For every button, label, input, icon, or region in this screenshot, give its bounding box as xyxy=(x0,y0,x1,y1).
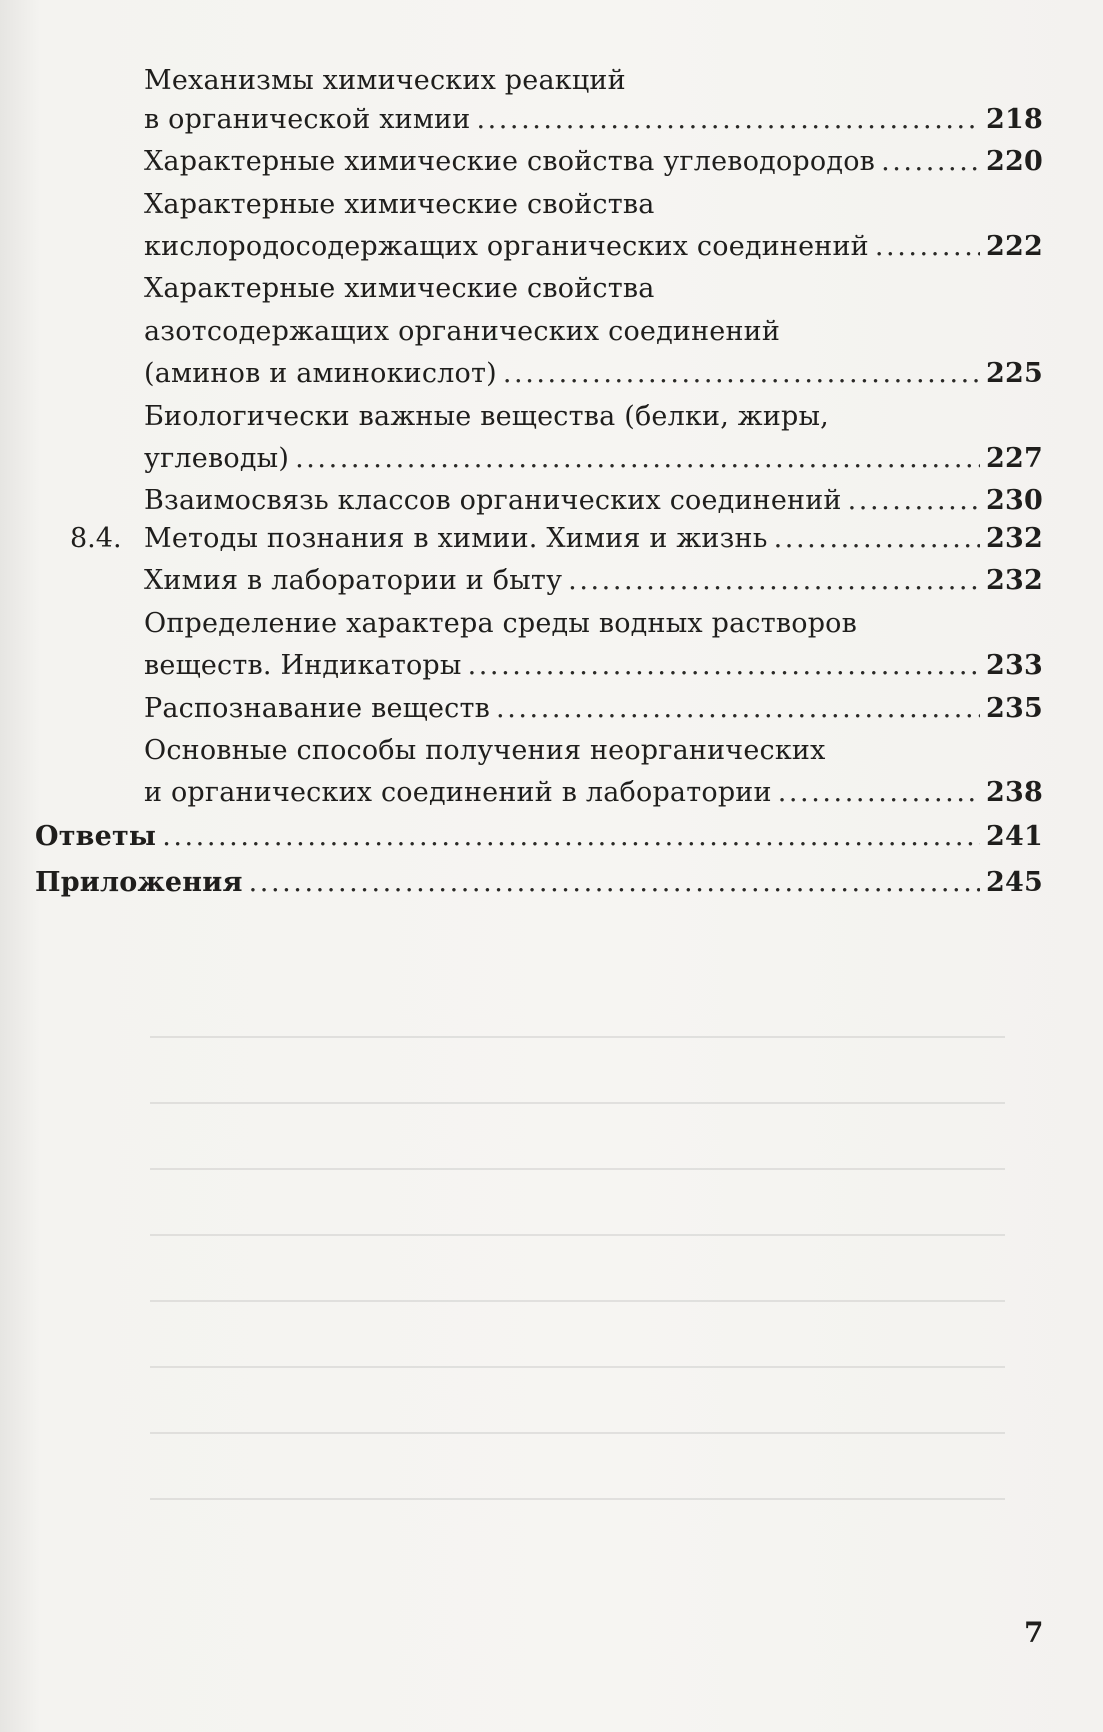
toc-line: Механизмы химических реакций xyxy=(144,65,626,96)
page-number: 7 xyxy=(1024,1616,1044,1649)
dot-leader xyxy=(162,816,980,858)
dot-leader xyxy=(568,560,980,602)
dot-leader xyxy=(503,353,980,395)
toc-entry: углеводы) . . . 227 xyxy=(144,438,1043,480)
section-number: 8.4. xyxy=(70,523,122,554)
dot-leader xyxy=(295,438,980,480)
toc-entry: Взаимосвязь классов органических соединений . . . 230 xyxy=(144,480,1043,522)
dot-leader xyxy=(848,480,980,522)
dot-leader xyxy=(774,518,980,560)
toc-entry: (аминов и аминокислот) . . . 225 xyxy=(144,353,1043,395)
dot-leader xyxy=(496,688,980,730)
toc-line: Биологически важные вещества (белки, жиры, xyxy=(144,401,829,432)
dot-leader xyxy=(881,141,980,183)
dot-leader xyxy=(468,645,980,687)
toc-line: Характерные химические свойства xyxy=(144,189,655,220)
toc-line: Определение характера среды водных растворов xyxy=(144,608,858,639)
toc-entry: кислородосодержащих органических соединений . . . 222 xyxy=(144,226,1043,268)
toc-line: азотсодержащих органических соединений xyxy=(144,316,781,347)
dot-leader xyxy=(249,862,980,904)
toc-entry: Характерные химические свойства углеводородов . . . 220 xyxy=(144,141,1043,183)
toc-entry-answers: Ответы . . . 241 xyxy=(35,816,1043,858)
toc-entry-appendices: Приложения . . . 245 xyxy=(35,862,1043,904)
dot-leader xyxy=(476,99,980,141)
toc-line: Основные способы получения неорганических xyxy=(144,735,826,766)
toc-entry: Химия в лаборатории и быту . . . 232 xyxy=(144,560,1043,602)
toc-entry-section: Методы познания в химии. Химия и жизнь . . . 232 xyxy=(144,518,1043,560)
toc-entry: веществ. Индикаторы . . . 233 xyxy=(144,645,1043,687)
toc-entry: Распознавание веществ . . . 235 xyxy=(144,688,1043,730)
dot-leader xyxy=(778,772,980,814)
toc-line: Характерные химические свойства xyxy=(144,273,655,304)
dot-leader xyxy=(875,226,980,268)
toc-entry: и органических соединений в лаборатории . . . 238 xyxy=(144,772,1043,814)
toc-entry: в органической химии . . . 218 xyxy=(144,99,1043,141)
show-through-text xyxy=(150,990,1050,1590)
